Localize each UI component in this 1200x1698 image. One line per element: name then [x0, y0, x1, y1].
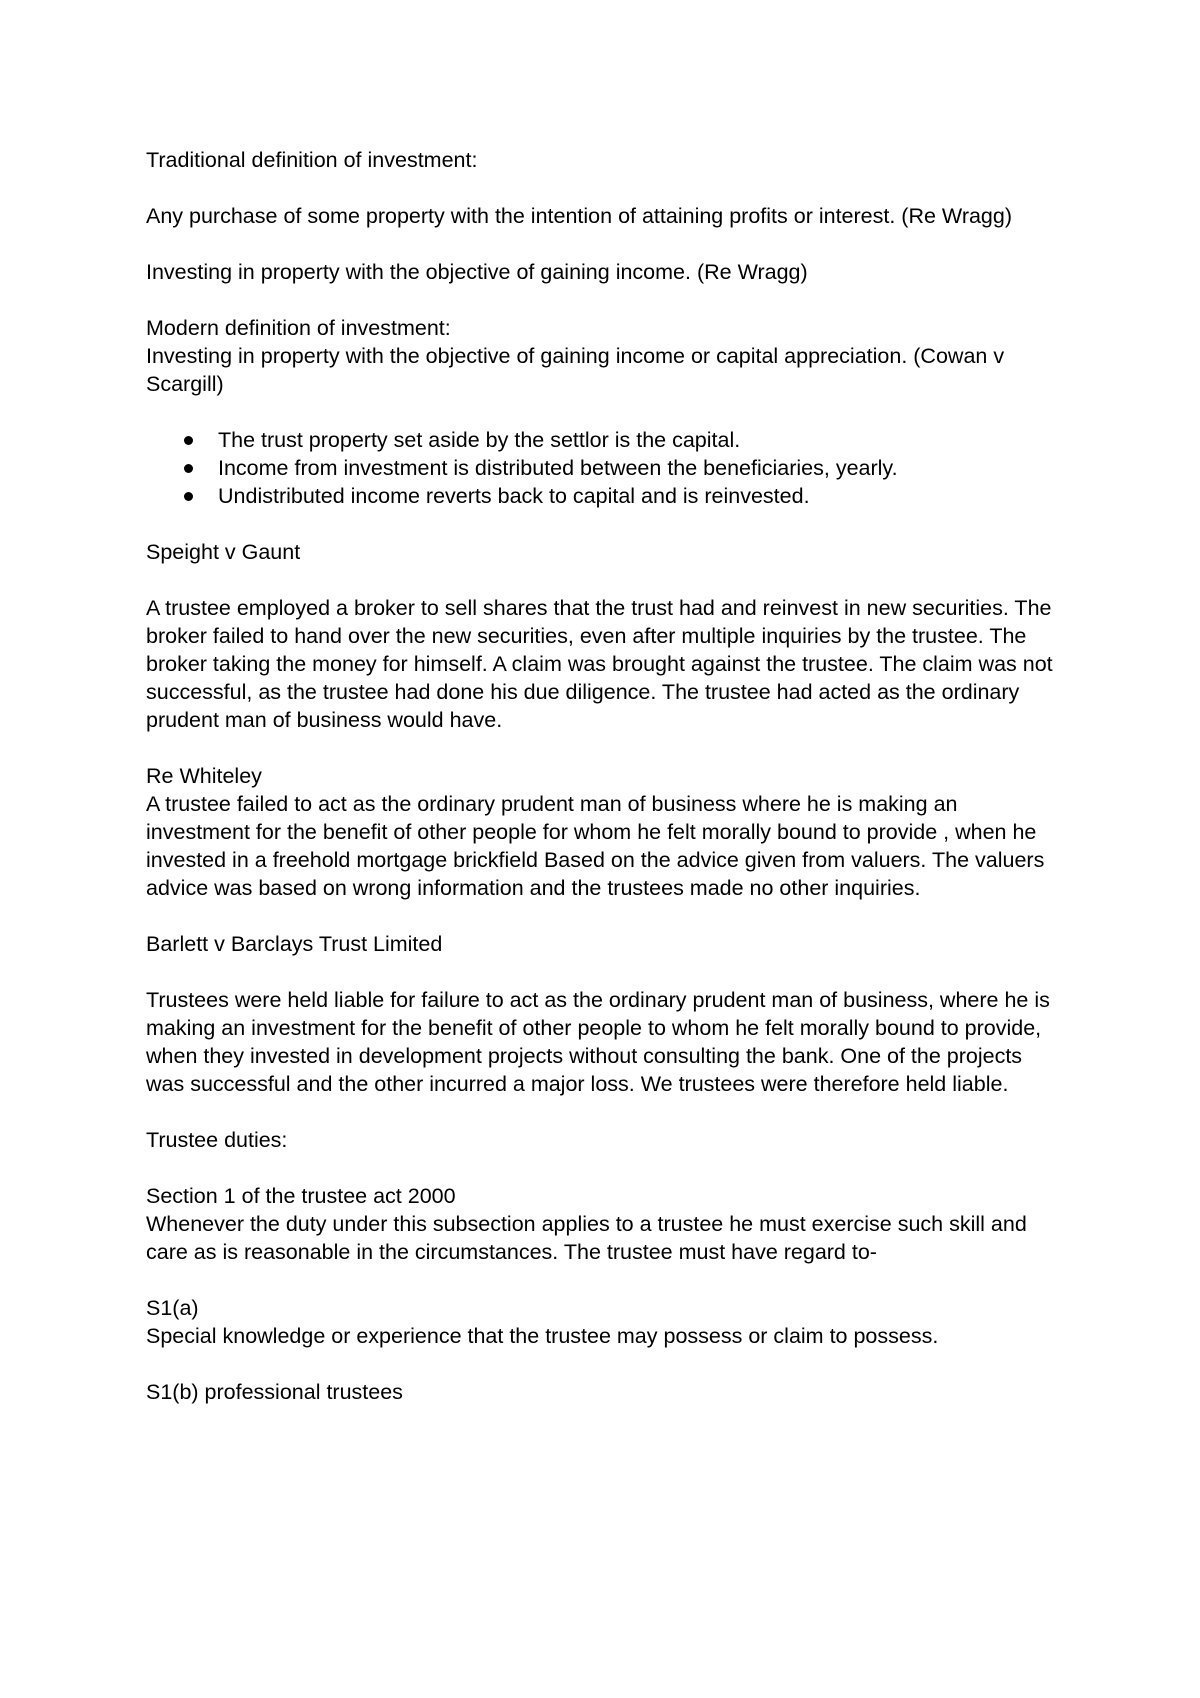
s1a-text: Special knowledge or experience that the trustee may possess or claim to possess.: [146, 1324, 939, 1348]
paragraph-gap: [146, 230, 1066, 258]
section1-heading: Section 1 of the trustee act 2000: [146, 1184, 456, 1208]
bullet-icon: [184, 492, 193, 501]
speight-case-text: A trustee employed a broker to sell shares that the trust had and reinvest in new securities. The broker failed to hand over the new securities, even after multiple inquiries by the trustee. The broker taking the money for himself. A claim was brought against the trustee. The claim was not successful, as the trustee had done his due diligence. The trustee had acted as the ordinary prudent man of business would have.: [146, 596, 1053, 732]
list-item-text: Income from investment is distributed between the beneficiaries, yearly.: [218, 456, 898, 480]
trustee-duties-heading: Trustee duties:: [146, 1128, 288, 1152]
paragraph-gap: [146, 902, 1066, 930]
barlett-case-text: Trustees were held liable for failure to act as the ordinary prudent man of business, where he is making an investment for the benefit of other people to whom he felt morally bound to provide, when they invested in development projects without consulting the bank. One of the projects was successful and the other incurred a major loss. We trustees were therefore held liable.: [146, 988, 1050, 1096]
list-item: [146, 426, 1066, 454]
paragraph-gap: [146, 734, 1066, 762]
barlett-case-heading: Barlett v Barclays Trust Limited: [146, 932, 443, 956]
traditional-definition-2: Investing in property with the objective of gaining income. (Re Wragg): [146, 260, 808, 284]
paragraph-gap: [146, 1098, 1066, 1126]
paragraph-gap: [146, 958, 1066, 986]
s1a-heading: S1(a): [146, 1296, 199, 1320]
traditional-definition-1: Any purchase of some property with the intention of attaining profits or interest. (Re Wragg): [146, 204, 1013, 228]
paragraph-gap: [146, 286, 1066, 314]
bullet-icon: [184, 436, 193, 445]
paragraph-gap: [146, 1350, 1066, 1378]
list-item: [146, 454, 1066, 482]
speight-case-heading: Speight v Gaunt: [146, 540, 301, 564]
whiteley-case-text: A trustee failed to act as the ordinary prudent man of business where he is making an investment for the benefit of other people for whom he felt morally bound to provide , when he invested in a freehold mortgage brickfield Based on the advice given from valuers. The valuers advice was based on wrong information and the trustees made no other inquiries.: [146, 792, 1045, 900]
paragraph-gap: [146, 566, 1066, 594]
capital-bullet-list: [146, 426, 1066, 510]
section1-text: Whenever the duty under this subsection applies to a trustee he must exercise such skill and care as is reasonable in the circumstances. The trustee must have regard to-: [146, 1212, 1027, 1264]
list-item-text: The trust property set aside by the settlor is the capital.: [218, 428, 741, 452]
modern-definition: Investing in property with the objective of gaining income or capital appreciation. (Cowan v Scargill): [146, 344, 1005, 396]
s1b-heading: S1(b) professional trustees: [146, 1380, 403, 1404]
paragraph-gap: [146, 510, 1066, 538]
list-item: [146, 482, 1066, 510]
paragraph-gap: [146, 174, 1066, 202]
bullet-icon: [184, 464, 193, 473]
traditional-definition-heading: Traditional definition of investment:: [146, 148, 478, 172]
whiteley-case-heading: Re Whiteley: [146, 764, 262, 788]
list-item-text: Undistributed income reverts back to capital and is reinvested.: [218, 484, 810, 508]
document-body: [146, 146, 1066, 1406]
modern-definition-heading: Modern definition of investment:: [146, 316, 451, 340]
paragraph-gap: [146, 1266, 1066, 1294]
paragraph-gap: [146, 1154, 1066, 1182]
paragraph-gap: [146, 398, 1066, 426]
